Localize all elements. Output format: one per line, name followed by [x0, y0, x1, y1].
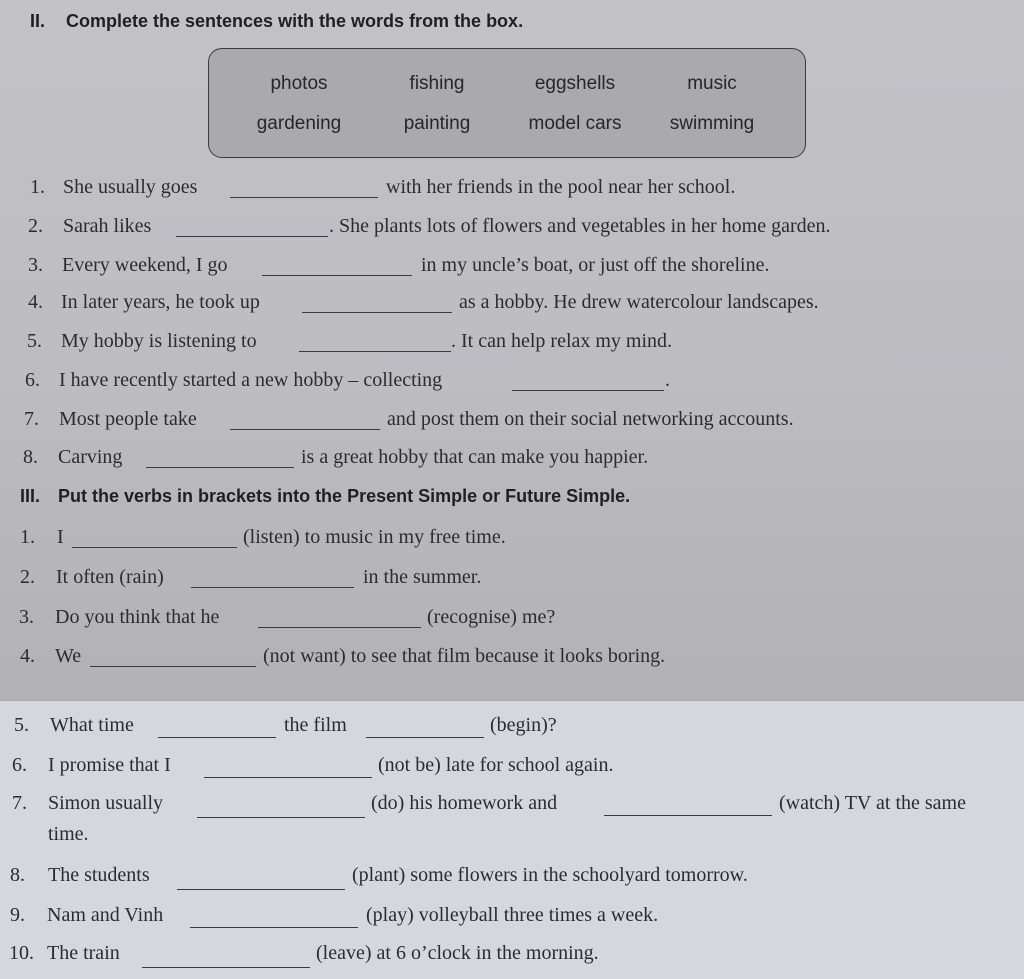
item-number: 5. [14, 714, 29, 736]
word-box [208, 48, 806, 158]
section-2-number: II. [30, 11, 46, 31]
item-text-before: It often (rain) [56, 566, 164, 588]
answer-blank[interactable] [230, 197, 378, 198]
answer-blank[interactable] [72, 547, 237, 548]
item-number: 1. [20, 526, 35, 548]
section-3-heading [20, 486, 630, 507]
item-text-before: In later years, he took up [61, 291, 260, 313]
answer-blank[interactable] [299, 351, 451, 352]
section-2-heading [30, 11, 523, 32]
answer-blank[interactable] [146, 467, 294, 468]
answer-blank[interactable] [197, 817, 365, 818]
answer-blank[interactable] [176, 236, 328, 237]
item-text-before: The students [48, 864, 150, 886]
section-3-number: III. [20, 486, 41, 506]
item-text-after: (recognise) me? [427, 606, 556, 628]
item-number: 2. [20, 566, 35, 588]
item-text-after: . It can help relax my mind. [451, 330, 673, 352]
item-text-after: in my uncle’s boat, or just off the shoreline. [421, 254, 770, 276]
item-number: 9. [10, 904, 25, 926]
item-text-before: The train [47, 942, 120, 964]
item-text-after: with her friends in the pool near her school. [386, 176, 736, 198]
item-text-after: (listen) to music in my free time. [243, 526, 506, 548]
item-text-after: . [665, 369, 670, 391]
section-2-title: Complete the sentences with the words from the box. [66, 11, 524, 31]
item-text-before: What time [50, 714, 134, 736]
item-text-after: (begin)? [490, 714, 557, 736]
item-text-before: Simon usually [48, 792, 164, 814]
item-text-after: is a great hobby that can make you happier. [301, 446, 649, 468]
answer-blank[interactable] [177, 889, 345, 890]
answer-blank[interactable] [230, 429, 380, 430]
item-text-middle: the film [284, 714, 347, 736]
item-number: 7. [12, 792, 27, 814]
item-text-before: Nam and Vinh [47, 904, 164, 926]
item-text-after: (play) volleyball three times a week. [366, 904, 659, 926]
item-text-before: We [55, 645, 82, 667]
item-text-before: Sarah likes [63, 215, 152, 237]
word-box-item: eggshells [534, 73, 616, 94]
item-text-after: (plant) some flowers in the schoolyard tomorrow. [352, 864, 748, 886]
item-text-before: I have recently started a new hobby – collecting [59, 369, 443, 391]
answer-blank[interactable] [258, 627, 421, 628]
answer-blank[interactable] [90, 666, 256, 667]
word-box-item: painting [403, 113, 471, 134]
item-text-before: I [57, 526, 64, 548]
answer-blank[interactable] [604, 815, 772, 816]
item-text-before: Every weekend, I go [62, 254, 228, 276]
item-number: 8. [23, 446, 38, 468]
item-text-after: . She plants lots of flowers and vegetables in her home garden. [329, 215, 831, 237]
item-text-before: Carving [58, 446, 123, 468]
word-box-item: photos [270, 73, 328, 94]
answer-blank[interactable] [262, 275, 412, 276]
item-number: 2. [28, 215, 43, 237]
word-box-item: model cars [528, 113, 622, 134]
answer-blank[interactable] [204, 777, 372, 778]
item-text-after: in the summer. [363, 566, 482, 588]
item-number: 5. [27, 330, 42, 352]
answer-blank[interactable] [142, 967, 310, 968]
item-text-middle: (do) his homework and [371, 792, 558, 814]
item-text-continuation: time. [48, 823, 89, 845]
item-number: 6. [25, 369, 40, 391]
item-text-after: (leave) at 6 o’clock in the morning. [316, 942, 599, 964]
item-number: 10. [9, 942, 34, 964]
word-box-item: gardening [256, 113, 342, 134]
item-text-before: My hobby is listening to [61, 330, 257, 352]
item-text-after: and post them on their social networking accounts. [387, 408, 794, 430]
item-text-after: (watch) TV at the same [779, 792, 966, 814]
section-3-title: Put the verbs in brackets into the Present Simple or Future Simple. [58, 486, 631, 506]
item-text-after: as a hobby. He drew watercolour landscapes. [459, 291, 819, 313]
item-text-after: (not want) to see that film because it looks boring. [263, 645, 666, 667]
word-box-item: music [687, 73, 737, 94]
item-number: 3. [19, 606, 34, 628]
item-text-before: Do you think that he [55, 606, 220, 628]
answer-blank[interactable] [191, 587, 354, 588]
item-number: 1. [30, 176, 45, 198]
answer-blank[interactable] [158, 737, 276, 738]
answer-blank[interactable] [366, 737, 484, 738]
item-number: 6. [12, 754, 27, 776]
item-text-before: She usually goes [63, 176, 198, 198]
item-text-before: I promise that I [48, 754, 171, 776]
item-text-after: (not be) late for school again. [378, 754, 614, 776]
answer-blank[interactable] [512, 390, 664, 391]
item-text-before: Most people take [59, 408, 197, 430]
word-box-item: swimming [669, 113, 755, 134]
worksheet-bottom-page [0, 700, 1024, 979]
item-number: 7. [24, 408, 39, 430]
item-number: 4. [20, 645, 35, 667]
item-number: 8. [10, 864, 25, 886]
answer-blank[interactable] [190, 927, 358, 928]
item-number: 3. [28, 254, 43, 276]
word-box-item: fishing [409, 73, 465, 94]
item-number: 4. [28, 291, 43, 313]
answer-blank[interactable] [302, 312, 452, 313]
